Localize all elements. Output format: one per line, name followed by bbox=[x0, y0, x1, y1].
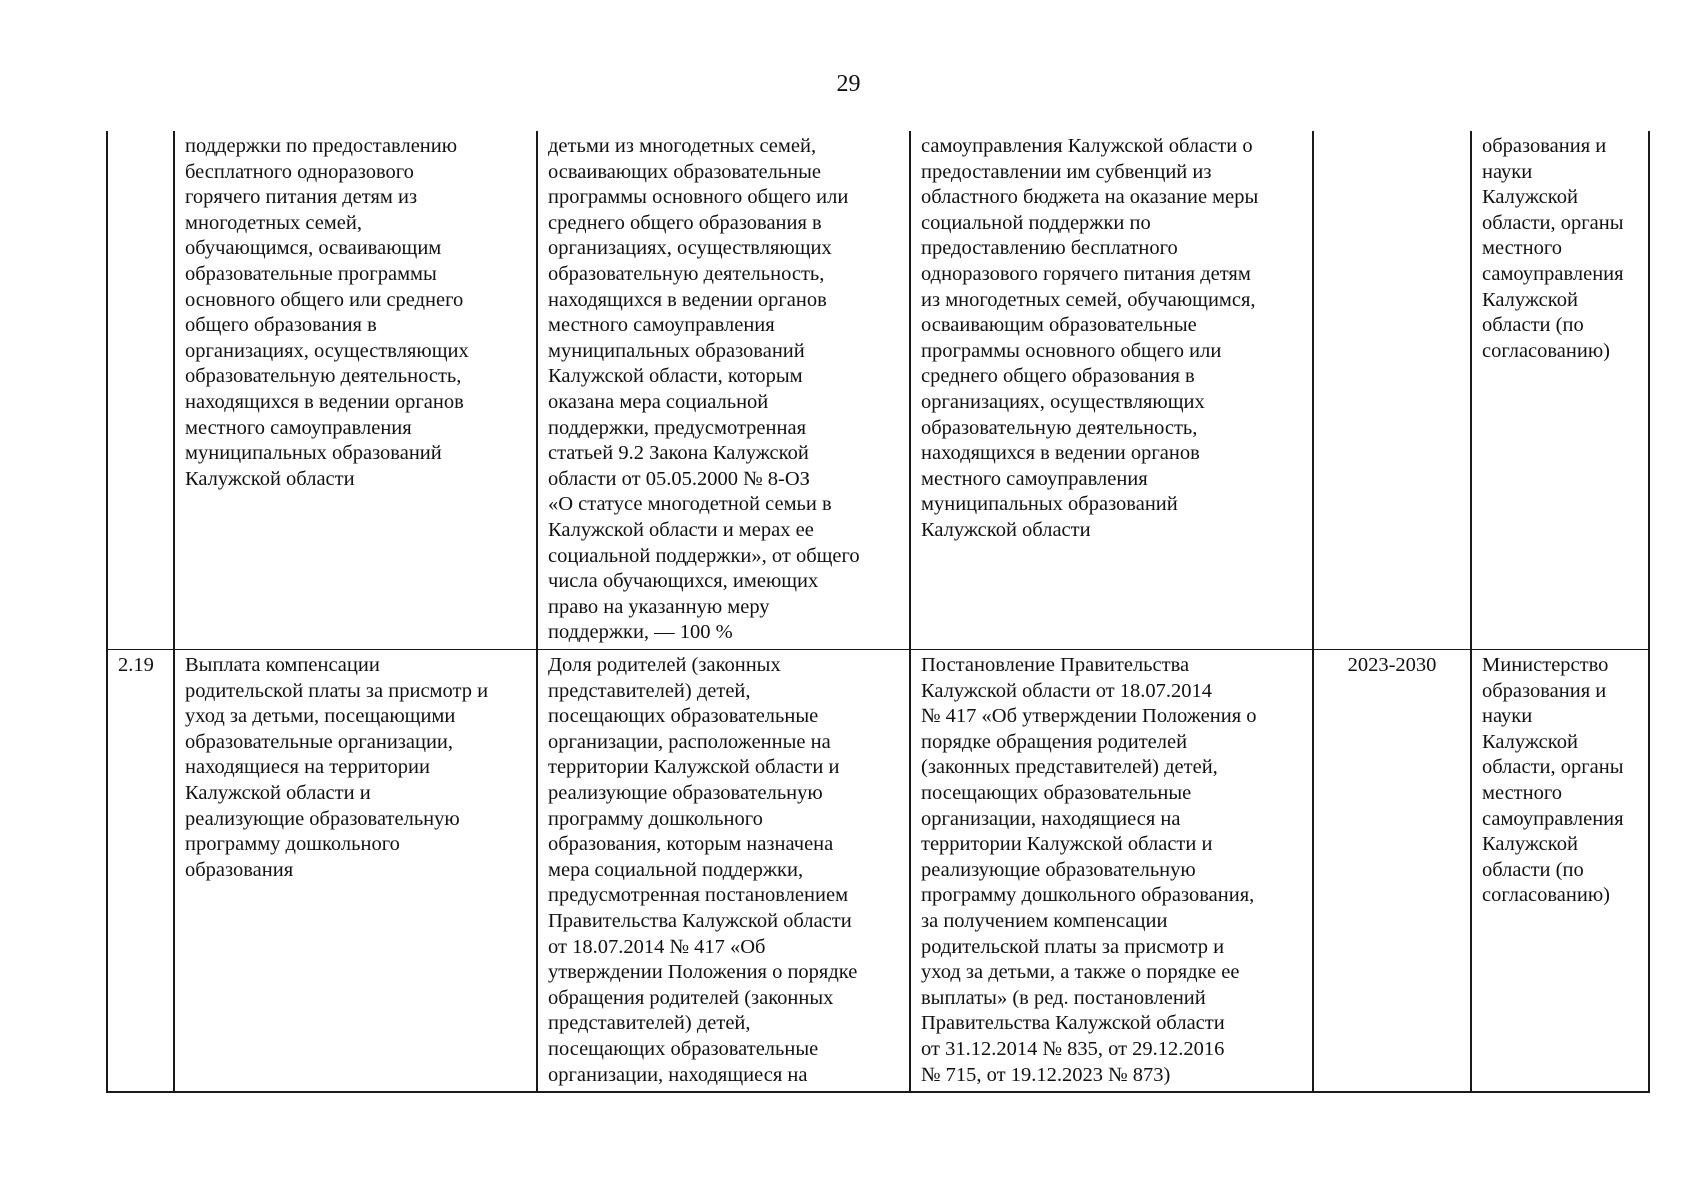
cell-legal-basis: Постановление Правительства Калужской области от 18.07.2014 № 417 «Об утверждении Положения о порядке обращения родителей (законных представителей) детей, посещающих образовательные организации, находящиеся на территории Калужской области и реализующие образовательную программу дошкольного образования, за получением компенсации родительской платы за присмотр и уход за детьми, а также о порядке ее выплаты» (в ред. постановлений Правительства Калужской области от 31.12.2014 № 835, от 29.12.2016 № 715, от 19.12.2023 № 873) bbox=[910, 650, 1313, 1093]
cell-period bbox=[1313, 131, 1471, 650]
table-row bbox=[107, 650, 1649, 1093]
cell-responsible: образования и науки Калужской области, органы местного самоуправления Калужской области (по согласованию) bbox=[1471, 131, 1649, 650]
cell-responsible: Министерство образования и науки Калужской области, органы местного самоуправления Калужской области (по согласованию) bbox=[1471, 650, 1649, 1093]
measures-table bbox=[106, 131, 1650, 1093]
page-number: 29 bbox=[836, 71, 861, 97]
cell-measure: Выплата компенсации родительской платы за присмотр и уход за детьми, посещающими образовательные организации, находящиеся на территории Калужской области и реализующие образовательную программу дошкольного образования bbox=[174, 650, 537, 1093]
cell-period: 2023-2030 bbox=[1313, 650, 1471, 1093]
cell-number: 2.19 bbox=[107, 650, 174, 1093]
cell-legal-basis: самоуправления Калужской области о предоставлении им субвенций из областного бюджета на оказание меры социальной поддержки по предоставлению бесплатного одноразового горячего питания детям из многодетных семей, обучающимся, осваивающим образовательные программы основного общего или среднего общего образования в организациях, осуществляющих образовательную деятельность, находящихся в ведении органов местного самоуправления муниципальных образований Калужской области bbox=[910, 131, 1313, 650]
table-row bbox=[107, 131, 1649, 650]
cell-indicator: Доля родителей (законных представителей) детей, посещающих образовательные организации, расположенные на территории Калужской области и реализующие образовательную программу дошкольного образования, которым назначена мера социальной поддержки, предусмотренная постановлением Правительства Калужской области от 18.07.2014 № 417 «Об утверждении Положения о порядке обращения родителей (законных представителей) детей, посещающих образовательные организации, находящиеся на bbox=[537, 650, 910, 1093]
cell-indicator: детьми из многодетных семей, осваивающих образовательные программы основного общего или среднего общего образования в организациях, осуществляющих образовательную деятельность, находящихся в ведении органов местного самоуправления муниципальных образований Калужской области, которым оказана мера социальной поддержки, предусмотренная статьей 9.2 Закона Калужской области от 05.05.2000 № 8-ОЗ «О статусе многодетной семьи в Калужской области и мерах ее социальной поддержки», от общего числа обучающихся, имеющих право на указанную меру поддержки, — 100 % bbox=[537, 131, 910, 650]
cell-number bbox=[107, 131, 174, 650]
cell-measure: поддержки по предоставлению бесплатного одноразового горячего питания детям из многодетных семей, обучающимся, осваивающим образовательные программы основного общего или среднего общего образования в организациях, осуществляющих образовательную деятельность, находящихся в ведении органов местного самоуправления муниципальных образований Калужской области bbox=[174, 131, 537, 650]
